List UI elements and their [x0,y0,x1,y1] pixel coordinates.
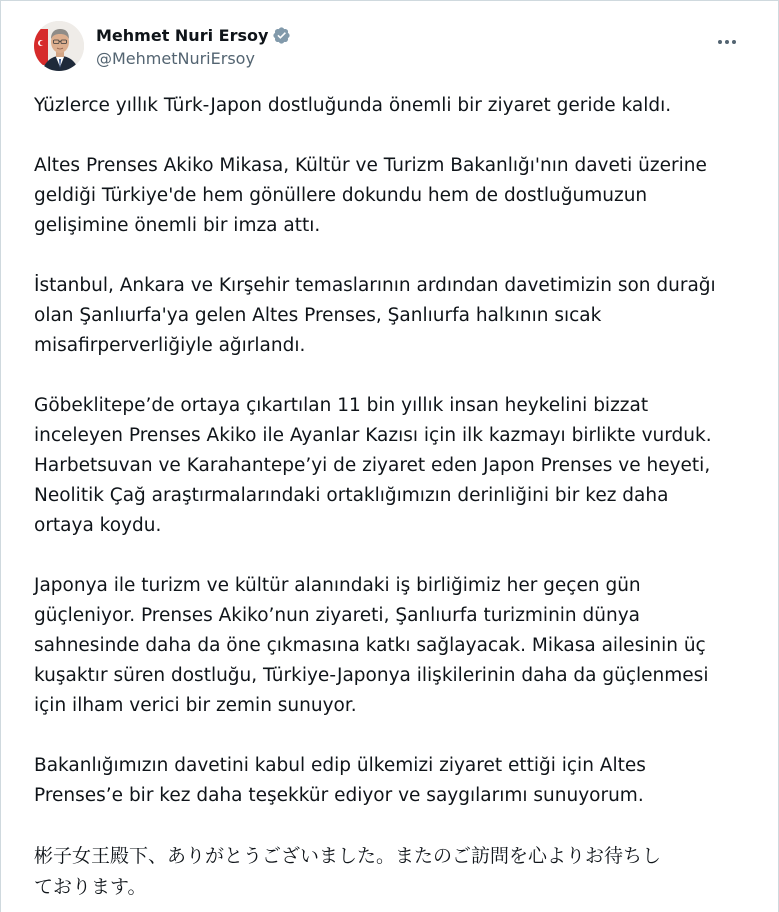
more-dot-icon [718,40,722,44]
tweet-paragraph: Japonya ile turizm ve kültür alanındaki iş birliğimiz her geçen gün güçleniyor. Prenses Akiko’nun ziyareti, Şanlıurfa turizminin dünya sahnesinde daha da öne çıkmasına katkı sağlayacak. Mikasa ailesinin üç kuşaktır süren dostluğu, Türkiye-Japonya ilişkilerinin daha da güçlenmesi için ilham verici bir zemin sunuyor. [34,575,709,716]
profile-avatar[interactable] [34,21,84,71]
user-handle[interactable]: @MehmetNuriErsoy [96,49,255,68]
verified-badge-icon[interactable] [272,26,291,45]
user-info [96,21,291,68]
tweet-paragraph: Altes Prenses Akiko Mikasa, Kültür ve Turizm Bakanlığı'nın daveti üzerine geldiği Türkiye'de hem gönüllere dokundu hem de dostluğumuzun gelişimine önemli bir imza attı. [34,155,707,236]
tweet-paragraph: Göbeklitepe’de ortaya çıkartılan 11 bin yıllık insan heykelini bizzat inceleyen Prenses Akiko ile Ayanlar Kazısı için ilk kazmayı birlikte vurduk. Harbetsuvan ve Karahantepe’yi de ziyaret eden Japon Prenses ve heyeti, Neolitik Çağ araştırmalarındaki ortaklığımızın derinliğini bir kez daha ortaya koydu. [34,395,712,536]
name-row [96,24,291,46]
tweet-paragraph: İstanbul, Ankara ve Kırşehir temaslarının ardından davetimizin son durağı olan Şanlıurfa'ya gelen Altes Prenses, Şanlıurfa halkının sıcak misafirperverliğiyle ağırlandı. [34,275,716,356]
tweet-paragraph-japanese: 彬子女王殿下、ありがとうございました。またのご訪問を心よりお待ちし ております。 [34,845,662,898]
avatar-image [34,21,84,71]
more-horizontal-icon[interactable] [714,33,740,51]
tweet-paragraph: Bakanlığımızın davetini kabul edip ülkemizi ziyaret ettiği için Altes Prenses’e bir kez daha teşekkür ediyor ve saygılarımı sunuyorum. [34,755,646,806]
tweet-paragraph: Yüzlerce yıllık Türk-Japon dostluğunda önemli bir ziyaret geride kaldı. [34,95,672,116]
display-name[interactable]: Mehmet Nuri Ersoy [96,25,269,45]
tweet-text [34,91,746,903]
more-dot-icon [732,40,736,44]
tweet-header [34,21,758,75]
more-dot-icon [725,40,729,44]
